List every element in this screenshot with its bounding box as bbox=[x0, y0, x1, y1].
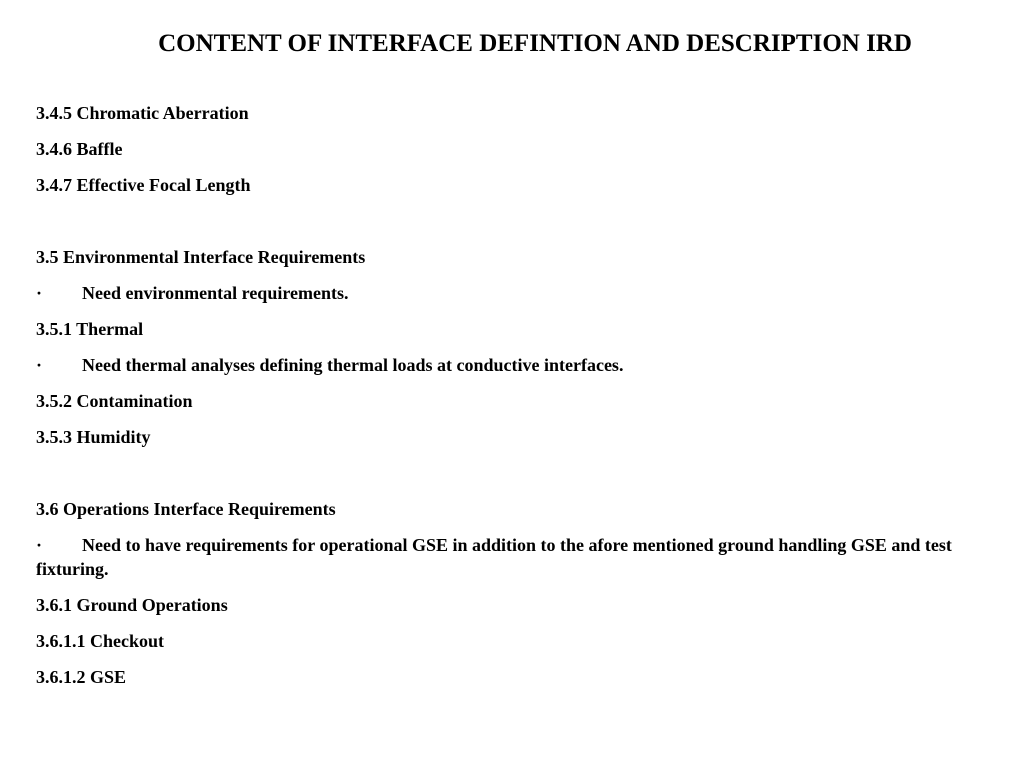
section-3-5-3: 3.5.3 Humidity bbox=[36, 427, 151, 447]
section-3-6: 3.6 Operations Interface Requirements bbox=[36, 499, 336, 519]
bullet-item bbox=[36, 533, 986, 581]
bullet-text: Need to have requirements for operational GSE in addition to the afore mentioned ground handling GSE and test fixturing. bbox=[36, 535, 952, 579]
bullet-item bbox=[36, 353, 986, 389]
bullet-item bbox=[36, 281, 986, 317]
bullet-icon: · bbox=[36, 355, 43, 375]
section-3-4-7: 3.4.7 Effective Focal Length bbox=[36, 175, 251, 195]
document-body bbox=[36, 101, 986, 701]
spacer bbox=[36, 209, 986, 245]
section-3-5-1: 3.5.1 Thermal bbox=[36, 319, 144, 339]
section-3-6-1-1: 3.6.1.1 Checkout bbox=[36, 631, 165, 651]
page-title: CONTENT OF INTERFACE DEFINTION AND DESCRIPTION IRD bbox=[158, 30, 912, 57]
section-3-5-2: 3.5.2 Contamination bbox=[36, 391, 193, 411]
section-3-4-5: 3.4.5 Chromatic Aberration bbox=[36, 103, 249, 123]
section-3-6-1-2: 3.6.1.2 GSE bbox=[36, 667, 127, 687]
bullet-text: Need thermal analyses defining thermal loads at conductive interfaces. bbox=[82, 355, 624, 375]
bullet-icon: · bbox=[36, 535, 43, 555]
section-3-4-6: 3.4.6 Baffle bbox=[36, 139, 123, 159]
bullet-icon: · bbox=[36, 283, 43, 303]
spacer bbox=[36, 461, 986, 497]
section-3-6-1: 3.6.1 Ground Operations bbox=[36, 595, 228, 615]
section-3-5: 3.5 Environmental Interface Requirements bbox=[36, 247, 366, 267]
bullet-text: Need environmental requirements. bbox=[82, 283, 349, 303]
